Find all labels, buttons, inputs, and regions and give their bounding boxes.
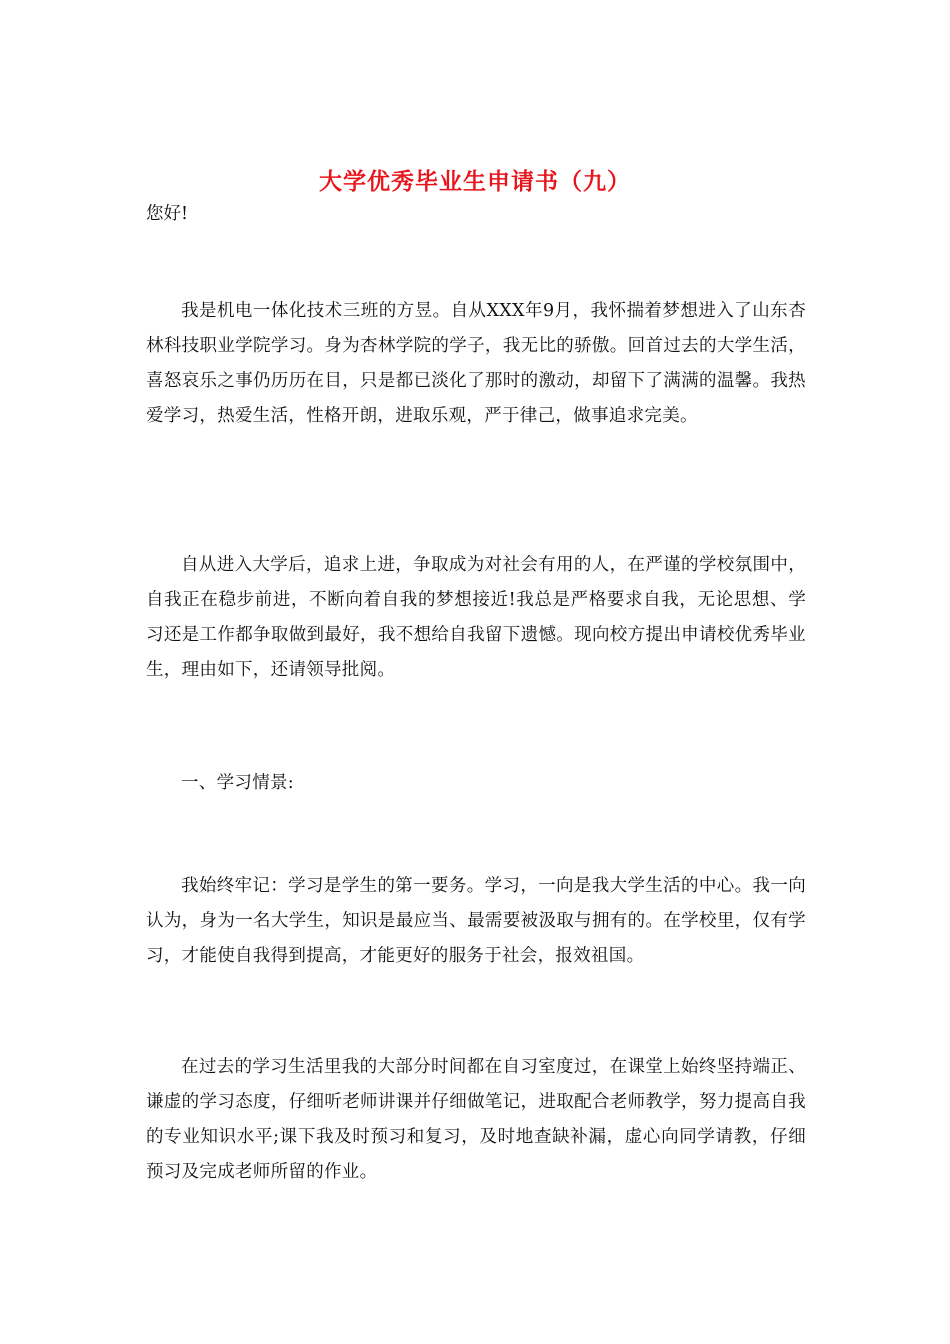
paragraph-study-principle: 我始终牢记：学习是学生的第一要务。学习，一向是我大学生活的中心。我一向认为，身为一名大学生，知识是最应当、最需要被汲取与拥有的。在学校里，仅有学习，才能使自我得到提高，才能更好的服务于社会，报效祖国。 xyxy=(146,876,806,966)
section-heading-study: 一、学习情景: xyxy=(181,773,294,793)
paragraph-intro: 我是机电一体化技术三班的方昱。自从XXX年9月，我怀揣着梦想进入了山东杏林科技职业学院学习。身为杏林学院的学子，我无比的骄傲。回首过去的大学生活，喜怒哀乐之事仍历历在目，只是都已淡化了那时的激动，却留下了满满的温馨。我热爱学习，热爱生活，性格开朗，进取乐观，严于律己，做事追求完美。 xyxy=(146,301,806,426)
greeting: 您好! xyxy=(146,204,189,224)
paragraph-application: 自从进入大学后，追求上进，争取成为对社会有用的人，在严谨的学校氛围中，自我正在稳步前进，不断向着自我的梦想接近!我总是严格要求自我，无论思想、学习还是工作都争取做到最好，我不想给自我留下遗憾。现向校方提出申请校优秀毕业生，理由如下，还请领导批阅。 xyxy=(146,555,806,680)
document-title: 大学优秀毕业生申请书（九） xyxy=(319,168,631,196)
paragraph-study-habits: 在过去的学习生活里我的大部分时间都在自习室度过，在课堂上始终坚持端正、谦虚的学习态度，仔细听老师讲课并仔细做笔记，进取配合老师教学，努力提高自我的专业知识水平;课下我及时预习和复习，及时地查缺补漏，虚心向同学请教，仔细预习及完成老师所留的作业。 xyxy=(146,1057,806,1182)
